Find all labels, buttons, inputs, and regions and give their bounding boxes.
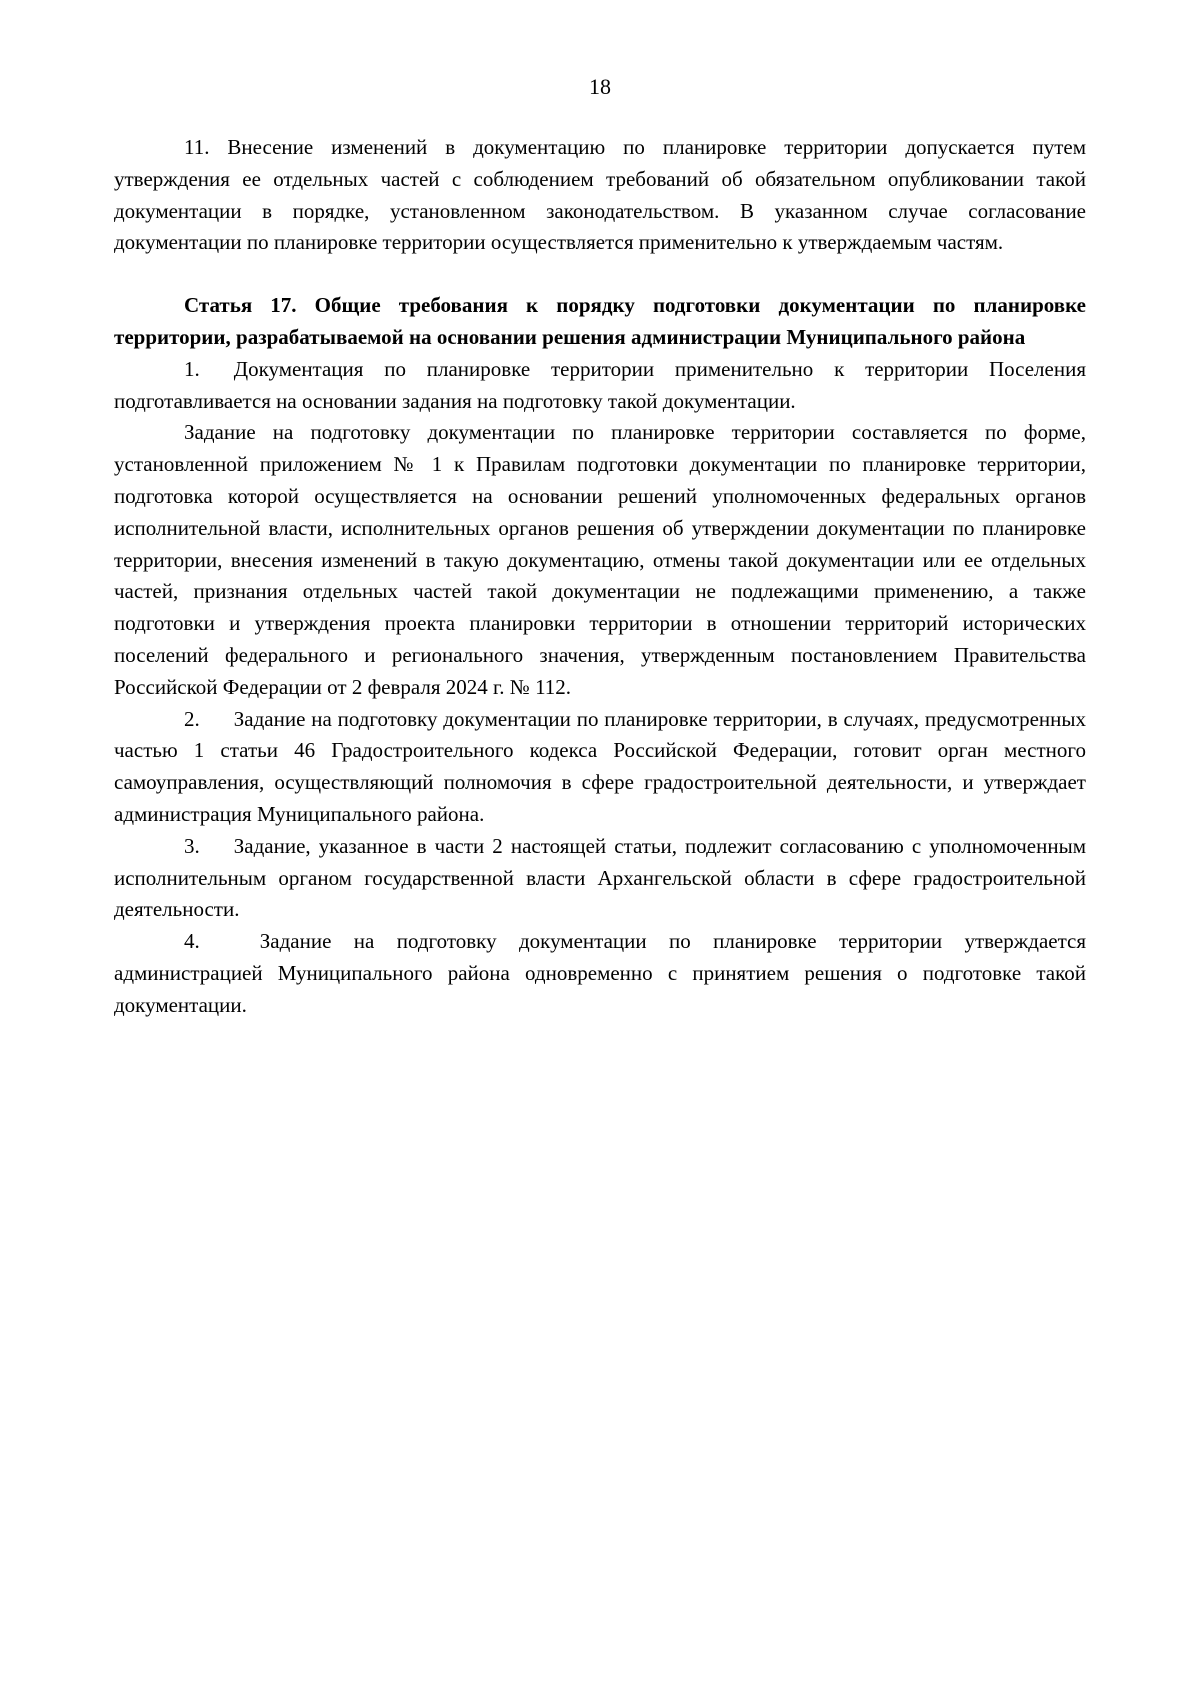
article-item-3 [114,831,1086,926]
paragraph-11-text: 11. Внесение изменений в документацию по планировке территории допускается путем утверждения ее отдельных частей с соблюдением требований об обязательном опубликовании такой документации в порядке, установленном законодательством. [114,135,1086,223]
document-body [114,132,1086,1022]
article-item-4 [114,926,1086,1021]
paragraph-11-continuation: В указанном случае согласование документации по планировке территории осуществляется применительно к утверждаемым частям. [114,198,1086,255]
paragraph-11 [114,132,1086,259]
article-heading: Статья 17. Общие требования к порядку подготовки документации по планировке территории, разрабатываемой на основании решения администрации Муниципального района [114,293,1086,349]
article-item-3-text: Задание, указанное в части 2 настоящей статьи, подлежит согласованию с уполномоченным исполнительным органом государственной власти Архангельской области в сфере градостроительной деятельности. [114,833,1086,922]
page-number: 18 [589,74,611,99]
article-item-1-task-paragraph [114,417,1086,703]
article-item-4-marker: 4. [184,929,200,954]
article-item-4-text: Задание на подготовку документации по планировке территории утверждается администрацией Муниципального района одновременно с принятием решения о подготовке такой документации. [114,929,1086,1017]
article-item-3-marker: 3. [184,833,200,858]
article-item-2-marker: 2. [184,706,200,731]
article-item-2 [114,704,1086,831]
article-item-1 [114,354,1086,418]
article-item-2-text: Задание на подготовку документации по планировке территории, в случаях, предусмотренных частью 1 статьи 46 Градостроительного кодекса Российской Федерации, готовит орган местного самоуправления, осуществляющий полномочия в сфере градостроительной деятельности, и утверждает администрация Муниципального района. [114,706,1086,826]
article-item-1-marker: 1. [184,356,200,381]
article-item-1-task-text: Задание на подготовку документации по планировке территории составляется по форме, установленной приложением № 1 к Правилам подготовки документации по планировке территории, подготовка которой осуществляется на основании решений уполномоченных федеральных органов исполнительной власти, исполнительных органов решения об утверждении документации по планировке территории, внесения изменений в такую документацию, отмены такой документации или ее отдельных частей, признания отдельных частей такой документации не подлежащими применению, а также подготовки и утверждения проекта планировки территории в отношении территорий исторических поселений федерального и регионального значения, утвержденным постановлением Правительства Российской Федерации от 2 февраля 2024 г. № 112. [114,420,1086,699]
article-item-1-text: Документация по планировке территории применительно к территории Поселения подготавливается на основании задания на подготовку такой документации. [114,356,1086,413]
